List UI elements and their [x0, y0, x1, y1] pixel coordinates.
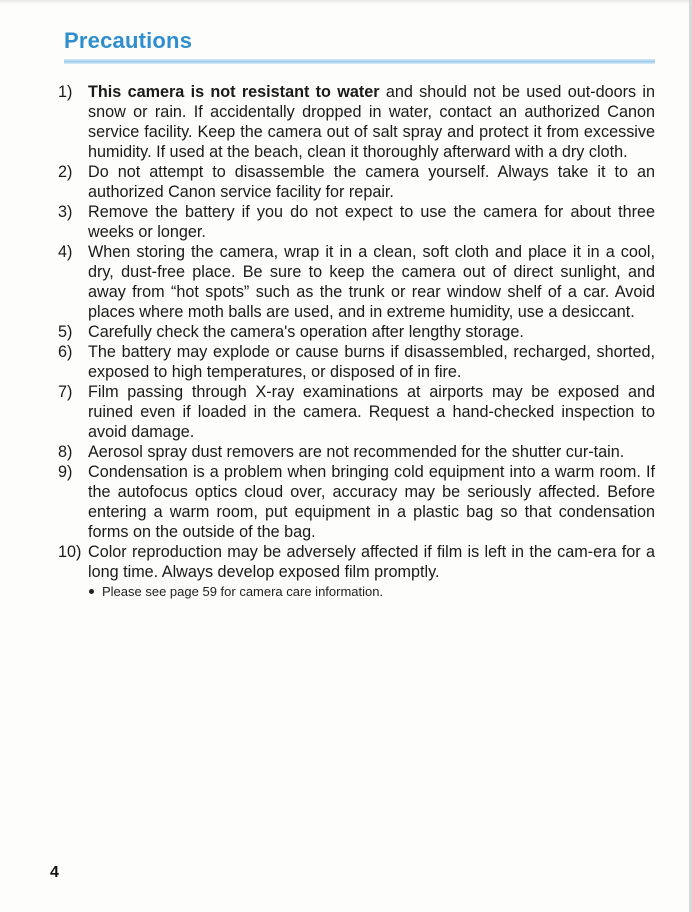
item-number: 4) — [58, 243, 73, 261]
list-item — [58, 202, 655, 242]
list-item — [58, 462, 655, 542]
item-text: Aerosol spray dust removers are not recommended for the shutter cur-tain. — [88, 443, 625, 461]
page-top-edge — [0, 0, 692, 4]
list-item — [58, 322, 655, 342]
list-item — [58, 242, 655, 322]
list-item — [58, 442, 655, 462]
precautions-list — [58, 82, 655, 602]
item-text: and should not be used out-doors in snow or rain. If accidentally dropped in water, contact an authorized Canon service facility. Keep the camera out of salt spray and protect it from excessive humidity. If used at the beach, clean it thoroughly afterward with a dry cloth. — [88, 83, 655, 161]
item-number: 3) — [58, 203, 73, 221]
title-underline — [64, 59, 655, 64]
care-note-text: Please see page 59 for camera care information. — [102, 584, 384, 599]
item-number: 10) — [58, 543, 82, 561]
item-number: 6) — [58, 343, 73, 361]
item-text: Do not attempt to disassemble the camera yourself. Always take it to an authorized Canon service facility for repair. — [88, 163, 655, 201]
item-number: 2) — [58, 163, 73, 181]
care-note — [58, 582, 655, 602]
item-text: Carefully check the camera's operation after lengthy storage. — [88, 323, 524, 341]
item-number: 1) — [58, 83, 73, 101]
bullet-icon — [89, 589, 94, 594]
page-number: 4 — [50, 864, 59, 881]
list-item — [58, 162, 655, 202]
item-number: 9) — [58, 463, 73, 481]
list-item — [58, 542, 655, 582]
item-number: 7) — [58, 383, 73, 401]
page-title: Precautions — [64, 28, 193, 53]
item-text: Remove the battery if you do not expect to use the camera for about three weeks or longer. — [88, 203, 655, 241]
list-item — [58, 382, 655, 442]
item-text: Film passing through X-ray examinations at airports may be exposed and ruined even if loaded in the camera. Request a hand-checked inspection to avoid damage. — [88, 383, 655, 441]
item-number: 5) — [58, 323, 73, 341]
list-item — [58, 82, 655, 162]
item-text: When storing the camera, wrap it in a clean, soft cloth and place it in a cool, dry, dust-free place. Be sure to keep the camera out of direct sunlight, and away from “hot spots” such as the trunk or rear window shelf of a car. Avoid places where moth balls are used, and in extreme humidity, use a desiccant. — [88, 243, 655, 321]
item-text: The battery may explode or cause burns if disassembled, recharged, shorted, exposed to high temperatures, or disposed of in fire. — [88, 343, 655, 381]
item-bold-text: This camera is not resistant to water — [88, 83, 380, 101]
item-text: Color reproduction may be adversely affected if film is left in the cam-era for a long time. Always develop exposed film promptly. — [88, 543, 655, 581]
list-item — [58, 342, 655, 382]
item-text: Condensation is a problem when bringing cold equipment into a warm room. If the autofocus optics cloud over, accuracy may be seriously affected. Before entering a warm room, put equipment in a plastic bag so that condensation forms on the outside of the bag. — [88, 463, 655, 541]
item-number: 8) — [58, 443, 73, 461]
